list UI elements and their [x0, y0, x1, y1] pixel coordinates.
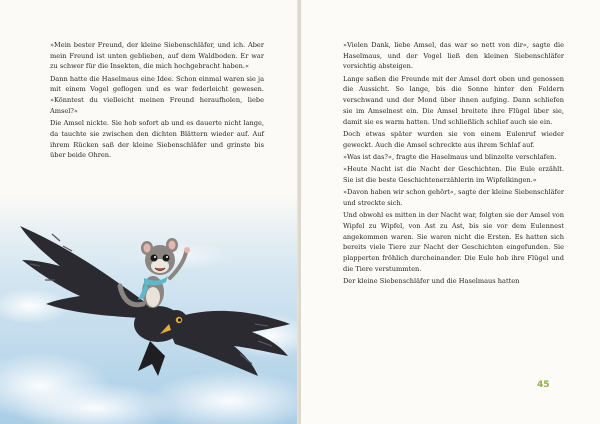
- left-page-text: [50, 40, 264, 161]
- blackbird-illustration: [0, 196, 299, 424]
- paragraph: »Vielen Dank, liebe Amsel, das war so nett von dir«, sagte die Haselmaus, und der Vogel ließ den kleinen Siebenschläfer vorsichtig absteigen.: [343, 41, 564, 71]
- paragraph: »Davon haben wir schon gehört«, sagte der kleine Siebenschläfer und streckte sich.: [343, 188, 564, 207]
- paragraph: »Heute Nacht ist die Nacht der Geschichten. Die Eule erzählt. Sie ist die beste Geschichtenerzählerin im Wipfelkingen.«: [343, 165, 564, 184]
- paragraph: Die Amsel nickte. Sie hob sofort ab und es dauerte nicht lange, da tauchte sie zwischen den dichten Blättern wieder auf. Auf ihrem Rücken saß der kleine Siebenschläfer und grinste bis über beide Ohren.: [50, 119, 264, 160]
- paragraph: Doch etwas später wurden sie von einem Eulenruf wieder geweckt. Auch die Amsel schreckte aus ihrem Schlaf auf.: [343, 129, 564, 149]
- paragraph: Lange saßen die Freunde mit der Amsel dort oben und genossen die Aussicht. So lange, bis die Sonne hinter den Feldern verschwand und der Mond über ihnen aufging. Dann schliefen sie im Amselnest ein. Die Amsel breitete ihre Flügel über sie, damit sie es warm hatten. Und schließlich schlief auch sie ein.: [343, 74, 564, 126]
- paragraph: Der kleine Siebenschläfer und die Haselmaus hatten: [343, 276, 520, 285]
- page-number: 45: [537, 380, 550, 390]
- right-page-text: [343, 40, 564, 287]
- paragraph: »Was ist das?«, fragte die Haselmaus und blinzelte verschlafen.: [343, 152, 557, 161]
- left-page: [0, 0, 299, 424]
- paragraph: Dann hatte die Haselmaus eine Idee. Schon einmal waren sie ja mit einem Vogel geflogen und es war federleicht gewesen. »Könntest du vielleicht meinen Freund heraufholen, liebe Amsel?«: [50, 74, 264, 115]
- paragraph: Und obwohl es mitten in der Nacht war, folgten sie der Amsel von Wipfel zu Wipfel, von Ast zu Ast, bis sie vor dem Eulennest angekommen waren. Sie waren nicht die Ersten. Es hatten sich bereits viele Tiere zur Nacht der Geschichten eingefunden. Sie plapperten fröhlich durcheinander. Die Eule hob ihre Flügel und die Tiere verstummten.: [343, 211, 565, 273]
- paragraph: »Mein bester Freund, der kleine Siebenschläfer, und ich. Aber mein Freund ist unten geblieben, auf dem Waldboden. Er war zu schwer für die Insekten, die mich hochgebracht haben.«: [50, 41, 264, 71]
